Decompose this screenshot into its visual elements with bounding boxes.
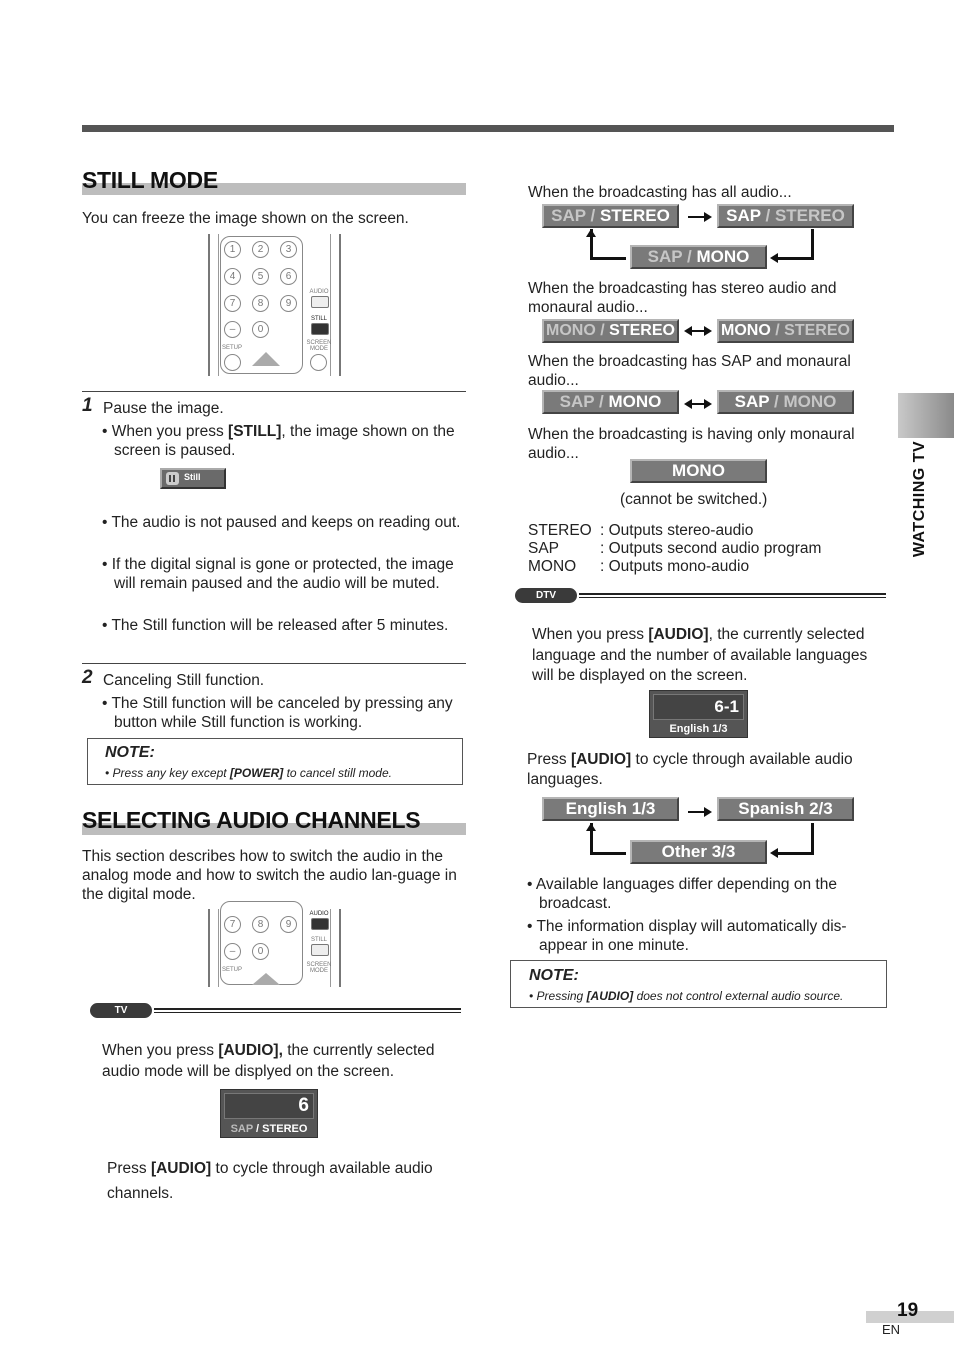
sap-mono-chip-sap: SAP / MONO [717, 390, 854, 414]
setup-key [224, 354, 241, 371]
step1-number: 1 [82, 395, 93, 416]
still-osd-label: Still [184, 472, 201, 482]
legend-row-mono: MONO : Outputs mono-audio [528, 558, 750, 575]
arrow-left-icon [770, 848, 778, 858]
arrow-up-icon [586, 823, 596, 831]
step1-divider [82, 391, 466, 392]
step1-bullet: • When you press [STILL], the image shown on the screen is paused. [102, 423, 455, 459]
audio-key [311, 296, 329, 308]
still-bullet-3: • The Still function will be released after 5 minutes. [102, 617, 449, 634]
sap-stereo-chip-active-stereo: SAP / STEREO [717, 204, 854, 228]
step2-divider [82, 663, 466, 664]
screen-mode-key-label: SCREEN MODE [306, 340, 332, 352]
note-title: NOTE: [529, 967, 579, 984]
page-number: 19 [897, 1300, 919, 1321]
key-dash: – [224, 943, 241, 960]
setup-key-label: SETUP [221, 967, 242, 973]
mono-chip: MONO [630, 459, 767, 483]
still-mode-intro: You can freeze the image shown on the screen. [82, 210, 409, 227]
key-3: 3 [280, 241, 297, 258]
still-mode-title: STILL MODE [82, 167, 218, 193]
dtv-press-audio-text: Press [AUDIO] to cycle through available audio languages. [527, 751, 853, 788]
still-bullet-1: • The audio is not paused and keeps on reading out. [102, 514, 461, 531]
arrow-right-icon [704, 807, 712, 817]
language-chip-spanish: Spanish 2/3 [717, 797, 854, 821]
key-7: 7 [224, 916, 241, 933]
still-bullet-2: • If the digital signal is gone or protected, the image will remain paused and the audio will be muted. [102, 556, 454, 592]
step2-bullet: • The Still function will be canceled by pressing any button while Still function is working. [102, 695, 453, 731]
mono-stereo-chip-mono: MONO / STEREO [717, 319, 854, 343]
still-key [311, 323, 329, 335]
mono-stereo-chip-stereo: MONO / STEREO [542, 319, 679, 343]
screen-mode-key [310, 354, 327, 371]
step2-number: 2 [82, 667, 93, 688]
dtv-bullet-1: • Available languages differ depending on the broadcast. [527, 876, 837, 912]
legend-row-sap: SAP : Outputs second audio program [528, 540, 822, 557]
audio-key [311, 918, 329, 930]
note-text: • Pressing [AUDIO] does not control external audio source. [529, 989, 844, 1003]
key-1: 1 [224, 241, 241, 258]
header-rule [82, 125, 894, 132]
arrow-up-icon [586, 229, 596, 237]
section-tab-marker [898, 393, 954, 438]
still-key-label: STILL [310, 937, 327, 943]
key-8: 8 [252, 916, 269, 933]
pause-icon [166, 472, 179, 485]
sap-mono-chip: SAP / MONO [630, 245, 767, 269]
dpad-up-arrow-icon [252, 973, 280, 985]
loop-line-left-horizontal [590, 852, 626, 855]
tv-mode-tag: TV [90, 1003, 152, 1018]
arrow-left-icon [770, 253, 778, 263]
audio-key-label: AUDIO [309, 289, 329, 295]
key-9: 9 [280, 916, 297, 933]
osd-audio-mode: SAP / STEREO [230, 1123, 308, 1135]
key-9: 9 [280, 295, 297, 312]
key-6: 6 [280, 268, 297, 285]
language-chip-english: English 1/3 [542, 797, 679, 821]
legend-row-stereo: STEREO : Outputs stereo-audio [528, 522, 754, 539]
loop-line-right-horizontal [778, 257, 814, 260]
audio-legend [528, 521, 886, 575]
all-audio-text: When the broadcasting has all audio... [528, 184, 792, 201]
audio-key-label: AUDIO [309, 911, 329, 917]
stereo-mono-text: When the broadcasting has stereo audio and monaural audio... [528, 280, 837, 316]
sap-mono-text: When the broadcasting has SAP and monaural audio... [528, 353, 851, 389]
key-2: 2 [252, 241, 269, 258]
loop-line-left-horizontal [590, 257, 626, 260]
note-title: NOTE: [105, 744, 155, 761]
double-arrow-left-icon [684, 326, 692, 336]
page-language: EN [882, 1322, 901, 1337]
osd-channel-number: 6 [224, 1093, 314, 1119]
arrow-right-icon [704, 212, 712, 222]
cannot-switch-text: (cannot be switched.) [620, 491, 768, 508]
step2-text: Canceling Still function. [103, 672, 265, 689]
setup-key-label: SETUP [221, 345, 242, 351]
loop-line-right-horizontal [778, 852, 814, 855]
screen-mode-key-label: SCREEN MODE [306, 962, 332, 974]
step1-text: Pause the image. [103, 400, 224, 417]
tv-audio-osd [220, 1089, 318, 1138]
note-text: • Press any key except [POWER] to cancel still mode. [105, 766, 392, 780]
double-arrow-right-icon [704, 326, 712, 336]
key-7: 7 [224, 295, 241, 312]
still-osd-indicator [160, 468, 226, 489]
key-dash: – [224, 321, 241, 338]
loop-line-right-vertical [811, 229, 814, 259]
section-side-label: WATCHING TV [911, 440, 928, 558]
remote-illustration-still [208, 234, 341, 376]
double-arrow-right-icon [704, 399, 712, 409]
loop-line-right-vertical [811, 823, 814, 854]
dtv-mode-tag: DTV [515, 588, 577, 603]
key-0: 0 [252, 943, 269, 960]
still-key [311, 944, 329, 956]
audio-section-title: SELECTING AUDIO CHANNELS [82, 807, 421, 833]
dtv-audio-description: When you press [AUDIO], the currently selected language and the number of available languages will be displayed on the screen. [532, 626, 868, 684]
dtv-bullet-2: • The information display will automatically dis-appear in one minute. [527, 918, 847, 954]
tv-audio-description: When you press [AUDIO], the currently selected audio mode will be displyed on the screen. [102, 1042, 435, 1080]
key-5: 5 [252, 268, 269, 285]
osd-channel-number: 6-1 [653, 694, 744, 720]
dpad-up-arrow-icon [252, 352, 280, 366]
still-key-label: STILL [310, 316, 327, 322]
remote-illustration-audio [208, 909, 341, 987]
tv-tag-rule [154, 1008, 461, 1013]
still-note-box [87, 738, 463, 785]
dtv-audio-osd [649, 690, 748, 738]
mono-only-text: When the broadcasting is having only monaural audio... [528, 426, 855, 462]
osd-language: English 1/3 [669, 723, 728, 735]
key-0: 0 [252, 321, 269, 338]
sap-stereo-chip-active-sap: SAP / STEREO [542, 204, 679, 228]
audio-section-intro: This section describes how to switch the audio in the analog mode and how to switch the audio lan-guage in the digital mode. [82, 848, 457, 903]
dtv-note-box [510, 960, 887, 1008]
language-chip-other: Other 3/3 [630, 840, 767, 864]
key-4: 4 [224, 268, 241, 285]
key-8: 8 [252, 295, 269, 312]
tv-press-audio-text: Press [AUDIO] to cycle through available audio channels. [107, 1160, 433, 1202]
sap-mono-chip-mono: SAP / MONO [542, 390, 679, 414]
dtv-tag-rule [579, 593, 886, 598]
double-arrow-left-icon [684, 399, 692, 409]
